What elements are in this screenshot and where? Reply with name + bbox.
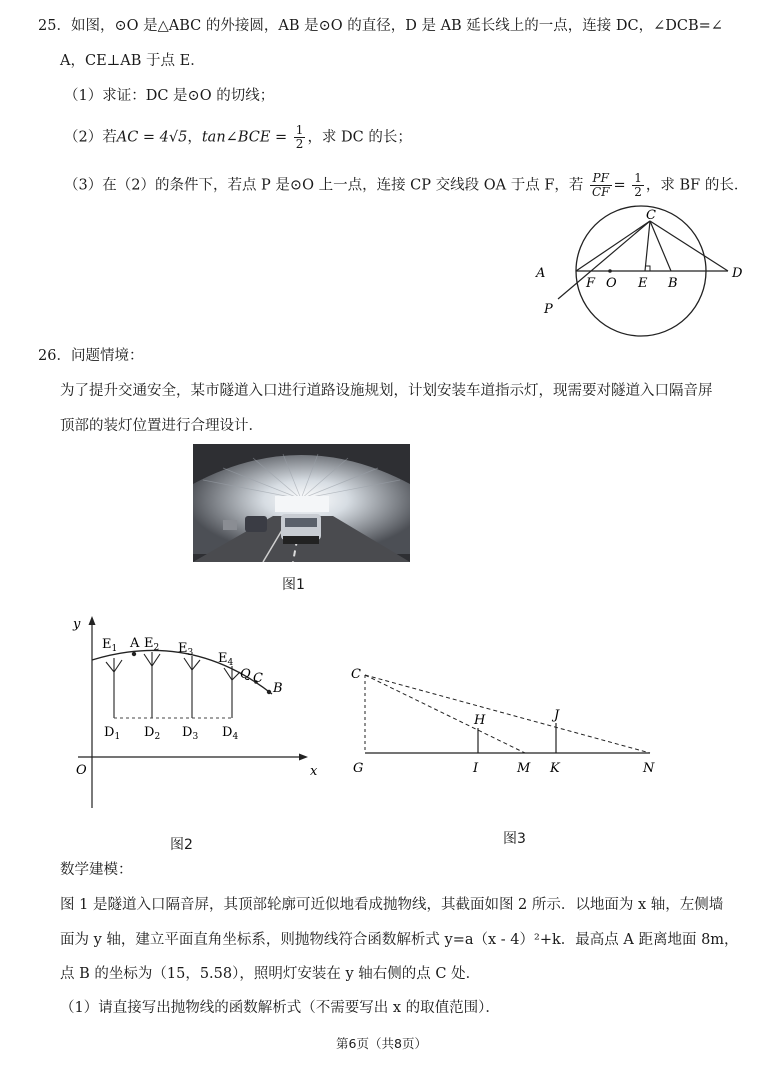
label-a: A <box>536 266 546 281</box>
q25-part2-post: ，求 DC 的长； <box>307 129 412 146</box>
label-origin: O <box>76 763 87 778</box>
point-b <box>267 690 271 694</box>
fig2-caption: 图2 <box>170 837 193 853</box>
label-c: C <box>646 208 656 223</box>
segment-cp <box>558 221 650 299</box>
label-d3: $D_3$ <box>182 725 199 742</box>
y-axis-arrow <box>89 616 96 625</box>
page-footer: 第6页（共8页） <box>336 1036 427 1051</box>
q26-para2: 顶部的装灯位置进行合理设计． <box>60 418 263 434</box>
model-line2: 面为 y 轴，建立平面直角坐标系，则抛物线符合函数解析式 y=a（x - 4）²+k．最高点 A 距离地面 8m， <box>60 932 739 948</box>
q26-title: 26．问题情境： <box>38 348 144 364</box>
label-c: C <box>351 667 361 682</box>
label-d4: $D_4$ <box>222 725 239 742</box>
q25-part2-pre: （2）若 <box>64 129 117 146</box>
label-d: D <box>732 266 743 281</box>
q25-part2-tan: tan∠BCE = <box>201 129 288 146</box>
label-g: G <box>353 761 364 776</box>
segment-ca <box>576 221 650 271</box>
segment-cm <box>365 675 525 753</box>
label-d2: $D_2$ <box>144 725 161 742</box>
q25-part3-half <box>632 172 644 199</box>
q25-part2-frac-num: 1 <box>295 123 304 137</box>
label-i: I <box>473 761 479 776</box>
center-o-dot <box>608 269 612 273</box>
label-e1: $E_1$ <box>102 637 118 654</box>
model-title: 数学建模： <box>60 862 133 878</box>
q25-part3-frac-den: CF <box>592 185 610 199</box>
label-y: y <box>73 617 81 632</box>
model-line3: 点 B 的坐标为（15，5.58），照明灯安装在 y 轴右侧的点 C 处． <box>60 966 481 982</box>
label-b: B <box>668 276 678 291</box>
q25-geometry-figure <box>530 205 760 345</box>
model-line1: 图 1 是隧道入口隔音屏，其顶部轮廓可近似地看成抛物线，其截面如图 2 所示．以地面为 x 轴，左侧墙 <box>60 897 724 913</box>
segment-cd <box>650 221 728 271</box>
label-n: N <box>643 761 655 776</box>
fig3-caption: 图3 <box>503 831 526 847</box>
q25-part2 <box>64 124 412 151</box>
q25-part3-fraction <box>590 172 612 199</box>
label-e4: $E_4$ <box>218 651 234 668</box>
q25-part3-pre: （3）在（2）的条件下，若点 P 是⊙O 上一点，连接 CP 交线段 OA 于点 F，若 <box>64 177 584 194</box>
segment-cn <box>365 675 650 753</box>
label-e3: $E_3$ <box>178 641 194 658</box>
label-b: B <box>273 681 283 696</box>
label-h: H <box>474 713 486 728</box>
point-a <box>132 652 136 656</box>
fig2-parabola-diagram <box>70 612 330 812</box>
label-f: F <box>586 276 596 291</box>
fig1-caption: 图1 <box>282 577 305 593</box>
label-d1: $D_1$ <box>104 725 121 742</box>
q25-part3-post: ，求 BF 的长． <box>645 177 749 194</box>
segment-cb <box>650 221 671 271</box>
label-c: C <box>253 671 263 686</box>
q25-part2-sep: ， <box>187 129 202 146</box>
q25-line2: A，CE⊥AB 于点 E． <box>60 53 205 69</box>
label-p: P <box>544 302 553 317</box>
q25-part3-half-den: 2 <box>634 185 642 199</box>
model-line4: （1）请直接写出抛物线的函数解析式（不需要写出 x 的取值范围）． <box>60 1000 500 1016</box>
q25-part1: （1）求证：DC 是⊙O 的切线； <box>64 88 275 104</box>
q25-part3-eq: = <box>613 177 626 194</box>
label-e: E <box>638 276 648 291</box>
label-j: J <box>554 708 560 723</box>
q25-part2-ac: AC = 4√5 <box>116 129 188 146</box>
q25-part3-frac-num: PF <box>590 172 612 186</box>
tunnel-photo-drawing <box>193 444 410 562</box>
label-m: M <box>517 761 531 776</box>
label-q: Q <box>240 667 251 682</box>
q25-part2-fraction <box>294 124 306 151</box>
q25-line1: 25．如图，⊙O 是△ABC 的外接圆，AB 是⊙O 的直径，D 是 AB 延长线上的一点，连接 DC，∠DCB=∠ <box>38 18 723 34</box>
q26-para1: 为了提升交通安全，某市隧道入口进行道路设施规划，计划安装车道指示灯，现需要对隧道入口隔音屏 <box>60 383 713 399</box>
tunnel-photo <box>193 444 410 562</box>
fig3-light-diagram <box>345 660 675 780</box>
label-x: x <box>310 764 318 779</box>
q25-part3 <box>64 172 748 199</box>
q25-part3-half-num: 1 <box>634 171 642 185</box>
label-e2: $E_2$ <box>144 636 160 653</box>
x-axis-arrow <box>299 754 308 761</box>
label-a: A <box>130 636 140 651</box>
label-k: K <box>550 761 560 776</box>
label-o: O <box>606 276 617 291</box>
q25-part2-frac-den: 2 <box>295 137 304 151</box>
segment-ce <box>645 221 650 271</box>
